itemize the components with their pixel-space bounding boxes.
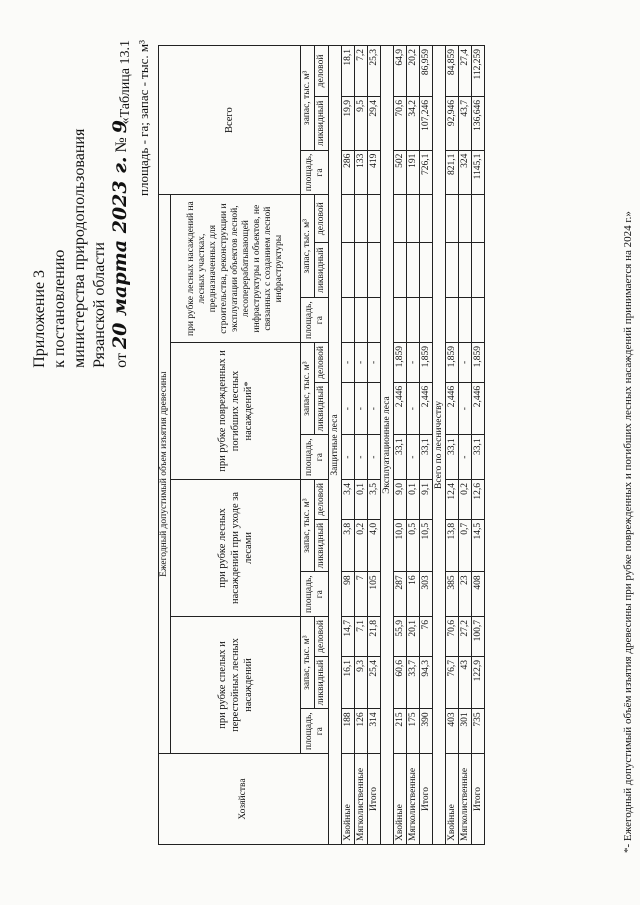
value-cell: 9,1: [420, 479, 433, 519]
value-cell: 403: [446, 709, 459, 754]
value-cell: -: [368, 435, 381, 480]
value-cell: -: [459, 342, 472, 382]
value-cell: 408: [472, 572, 485, 617]
handwritten-date: 20 марта 2023 г.: [109, 156, 131, 350]
value-cell: 821,1: [446, 150, 459, 195]
value-cell: 16,1: [342, 656, 355, 708]
value-cell: 303: [420, 572, 433, 617]
value-cell: 390: [420, 709, 433, 754]
table-note: «Таблица 13.1: [118, 40, 133, 125]
value-cell: 55,9: [394, 616, 407, 656]
value-cell: 287: [394, 572, 407, 617]
value-cell: [342, 243, 355, 298]
from-prefix: от: [113, 353, 130, 368]
value-cell: 98: [342, 572, 355, 617]
value-cell: 122,9: [472, 656, 485, 708]
value-cell: 33,1: [420, 435, 433, 480]
value-cell: 100,7: [472, 616, 485, 656]
value-cell: 9,3: [355, 656, 368, 708]
value-cell: 1145,1: [472, 150, 485, 195]
col-farms: Хозяйства: [159, 754, 329, 845]
col-total: Всего: [159, 46, 301, 195]
value-cell: [342, 195, 355, 243]
stock-header: запас, тыс. м³: [301, 195, 315, 298]
value-cell: 2,446: [446, 382, 459, 434]
value-cell: 9,5: [355, 96, 368, 150]
business-header: деловой: [315, 342, 329, 382]
value-cell: [407, 298, 420, 343]
value-cell: 84,859: [446, 46, 459, 97]
area-header: площадь, га: [301, 572, 329, 617]
value-cell: 1,859: [446, 342, 459, 382]
value-cell: 18,1: [342, 46, 355, 97]
liquid-header: ликвидный: [315, 656, 329, 708]
appendix-date-line: [110, 120, 132, 368]
value-cell: 19,9: [342, 96, 355, 150]
liquid-header: ликвидный: [315, 243, 329, 298]
value-cell: 27,4: [459, 46, 472, 97]
footnote: *- Ежегодный допустимый объём изъятия древесины при рубке поврежденных и погибших лесных насаждений принимается на 2024 г.»: [622, 211, 634, 853]
section-title: Защитные леса: [329, 46, 342, 845]
value-cell: 7,2: [355, 46, 368, 97]
value-cell: [407, 195, 420, 243]
liquid-header: ликвидный: [315, 519, 329, 571]
value-cell: [407, 243, 420, 298]
farm-cell: Мягколиственные: [407, 754, 420, 845]
stock-header: запас, тыс. м³: [301, 46, 315, 151]
value-cell: 0,1: [355, 479, 368, 519]
col-mature: при рубке спелых и перестойных лесных насаждений: [171, 616, 301, 753]
table-units: площадь - га; запас - тыс. м³: [136, 40, 151, 196]
farm-cell: Хвойные: [394, 754, 407, 845]
value-cell: 0,7: [459, 519, 472, 571]
value-cell: 43,7: [459, 96, 472, 150]
value-cell: 133: [355, 150, 368, 195]
value-cell: 419: [368, 150, 381, 195]
value-cell: -: [342, 342, 355, 382]
value-cell: 10,0: [394, 519, 407, 571]
value-cell: [394, 195, 407, 243]
farm-cell: Хвойные: [342, 754, 355, 845]
area-header: площадь, га: [301, 298, 329, 343]
stock-header: запас, тыс. м³: [301, 616, 315, 708]
table-row: [355, 46, 368, 845]
business-header: деловой: [315, 46, 329, 97]
table-row: [407, 46, 420, 845]
farm-cell: Итого: [472, 754, 485, 845]
table-row: [342, 46, 355, 845]
value-cell: 86,959: [420, 46, 433, 97]
value-cell: 70,6: [446, 616, 459, 656]
value-cell: 126: [355, 709, 368, 754]
value-cell: 0,2: [459, 479, 472, 519]
stock-header: запас, тыс. м³: [301, 479, 315, 571]
value-cell: 25,3: [368, 46, 381, 97]
business-header: деловой: [315, 616, 329, 656]
value-cell: 2,446: [472, 382, 485, 434]
value-cell: [459, 195, 472, 243]
value-cell: [355, 298, 368, 343]
value-cell: 191: [407, 150, 420, 195]
value-cell: 12,4: [446, 479, 459, 519]
value-cell: 314: [368, 709, 381, 754]
handwritten-number: 9: [109, 120, 131, 134]
section-title: Всего по лесничеству: [433, 46, 446, 845]
value-cell: 92,946: [446, 96, 459, 150]
value-cell: [472, 298, 485, 343]
farm-cell: Итого: [420, 754, 433, 845]
value-cell: -: [407, 382, 420, 434]
value-cell: -: [407, 435, 420, 480]
value-cell: 136,646: [472, 96, 485, 150]
area-header: площадь, га: [301, 150, 329, 195]
area-header: площадь, га: [301, 709, 329, 754]
value-cell: 0,2: [355, 519, 368, 571]
value-cell: 33,7: [407, 656, 420, 708]
value-cell: 21,8: [368, 616, 381, 656]
value-cell: -: [355, 342, 368, 382]
section-row: [329, 46, 342, 845]
value-cell: [342, 298, 355, 343]
value-cell: [394, 243, 407, 298]
value-cell: 301: [459, 709, 472, 754]
value-cell: 3,4: [342, 479, 355, 519]
table-row: [368, 46, 381, 845]
farm-cell: Мягколиственные: [459, 754, 472, 845]
value-cell: [459, 243, 472, 298]
value-cell: [420, 298, 433, 343]
value-cell: [368, 243, 381, 298]
section-title: Эксплуатационные леса: [381, 46, 394, 845]
value-cell: [472, 195, 485, 243]
business-header: деловой: [315, 195, 329, 243]
value-cell: 20,2: [407, 46, 420, 97]
farm-cell: Итого: [368, 754, 381, 845]
table-row: [394, 46, 407, 845]
number-prefix: №: [113, 137, 130, 153]
value-cell: 2,446: [420, 382, 433, 434]
value-cell: -: [407, 342, 420, 382]
section-row: [433, 46, 446, 845]
value-cell: -: [368, 382, 381, 434]
col-infra: при рубке лесных насаждений на лесных участках, предназначенных для строительства, реконструкции и эксплуатации объектов лесной, лесоперерабатывающей инфраструктуры и объектов, не связанных с созданием лесной инфраструктуры: [171, 195, 301, 343]
value-cell: -: [459, 435, 472, 480]
table-row: [472, 46, 485, 845]
value-cell: 70,6: [394, 96, 407, 150]
value-cell: 76: [420, 616, 433, 656]
value-cell: [446, 243, 459, 298]
value-cell: 34,2: [407, 96, 420, 150]
value-cell: [355, 243, 368, 298]
section-row: [381, 46, 394, 845]
value-cell: 7,1: [355, 616, 368, 656]
harvest-table: [158, 45, 485, 845]
value-cell: [420, 195, 433, 243]
value-cell: [355, 195, 368, 243]
value-cell: 9,0: [394, 479, 407, 519]
business-header: деловой: [315, 479, 329, 519]
appendix-line-3: министерства природопользования: [71, 128, 88, 368]
value-cell: 735: [472, 709, 485, 754]
value-cell: 33,1: [472, 435, 485, 480]
value-cell: 33,1: [446, 435, 459, 480]
value-cell: 502: [394, 150, 407, 195]
farm-cell: Мягколиственные: [355, 754, 368, 845]
value-cell: 175: [407, 709, 420, 754]
value-cell: 60,6: [394, 656, 407, 708]
col-top-header: Ежегодный допустимый объем изъятия древесины: [159, 195, 171, 754]
value-cell: 0,5: [407, 519, 420, 571]
value-cell: 33,1: [394, 435, 407, 480]
value-cell: 7: [355, 572, 368, 617]
value-cell: 1,859: [472, 342, 485, 382]
liquid-header: ликвидный: [315, 382, 329, 434]
value-cell: 105: [368, 572, 381, 617]
value-cell: -: [459, 382, 472, 434]
value-cell: 4,0: [368, 519, 381, 571]
table-body: [329, 46, 485, 845]
appendix-line-2: к постановлению: [51, 249, 68, 368]
farm-cell: Хвойные: [446, 754, 459, 845]
table-row: [459, 46, 472, 845]
value-cell: 25,4: [368, 656, 381, 708]
value-cell: [446, 195, 459, 243]
value-cell: [446, 298, 459, 343]
value-cell: 3,5: [368, 479, 381, 519]
value-cell: 20,1: [407, 616, 420, 656]
value-cell: 10,5: [420, 519, 433, 571]
col-damaged: при рубке поврежденных и погибших лесных насаждений*: [171, 342, 301, 479]
value-cell: [368, 195, 381, 243]
value-cell: -: [342, 435, 355, 480]
value-cell: 324: [459, 150, 472, 195]
value-cell: 215: [394, 709, 407, 754]
value-cell: 1,859: [420, 342, 433, 382]
value-cell: 12,6: [472, 479, 485, 519]
value-cell: -: [355, 435, 368, 480]
appendix-line-4: Рязанской области: [91, 242, 108, 368]
table-row: [420, 46, 433, 845]
value-cell: 0,1: [407, 479, 420, 519]
value-cell: 14,5: [472, 519, 485, 571]
value-cell: 1,859: [394, 342, 407, 382]
value-cell: [394, 298, 407, 343]
value-cell: [459, 298, 472, 343]
appendix-header: [30, 120, 132, 368]
stock-header: запас, тыс. м³: [301, 342, 315, 434]
value-cell: -: [368, 342, 381, 382]
value-cell: 2,446: [394, 382, 407, 434]
value-cell: -: [355, 382, 368, 434]
value-cell: 29,4: [368, 96, 381, 150]
value-cell: 16: [407, 572, 420, 617]
value-cell: 107,246: [420, 96, 433, 150]
value-cell: 43: [459, 656, 472, 708]
value-cell: 112,259: [472, 46, 485, 97]
value-cell: 76,7: [446, 656, 459, 708]
value-cell: 94,3: [420, 656, 433, 708]
value-cell: 385: [446, 572, 459, 617]
value-cell: [420, 243, 433, 298]
appendix-title: Приложение 3: [31, 269, 48, 368]
col-care: при рубке лесных насаждений при уходе за лесами: [171, 479, 301, 616]
value-cell: 64,9: [394, 46, 407, 97]
table-row: [446, 46, 459, 845]
value-cell: 3,8: [342, 519, 355, 571]
value-cell: [472, 243, 485, 298]
value-cell: 14,7: [342, 616, 355, 656]
value-cell: 13,8: [446, 519, 459, 571]
area-header: площадь, га: [301, 435, 329, 480]
value-cell: 188: [342, 709, 355, 754]
value-cell: -: [342, 382, 355, 434]
value-cell: 286: [342, 150, 355, 195]
value-cell: 23: [459, 572, 472, 617]
value-cell: 726,1: [420, 150, 433, 195]
value-cell: [368, 298, 381, 343]
liquid-header: ликвидный: [315, 96, 329, 150]
value-cell: 27,2: [459, 616, 472, 656]
